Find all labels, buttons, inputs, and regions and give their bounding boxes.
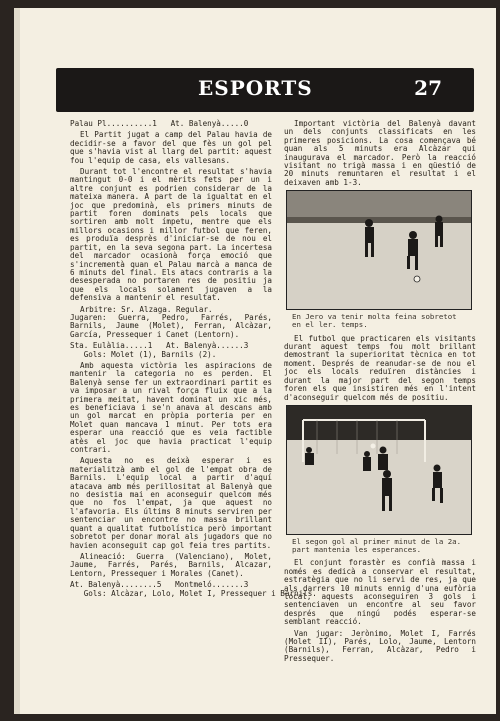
article-paragraph: Aquesta no es deixà esperar i es materialitzà amb el gol de l'empat obra de Barnils. L'equip local a partir d'aquí atacava amb més perillositat al Balenyà que no desistia mai en aconseguir quelcom més que no fos l'empat, ja que aquest no l'afavoria. Els últims 8 minuts serviren per sentenciar un encontre no massa brillant quant a qualitat futbolística però important sobretot per donar moral als jugadors que no havien aconseguit cap gol feia tres partits. [70,456,272,550]
football-match-photo-icon [286,190,472,310]
photo-caption-2: El segon gol al primer minut de la 2a. part mantenia les esperances. [292,536,462,555]
section-title: ESPORTS [198,76,313,100]
match-score-2: Sta. Eulàlia.....1 At. Balenyà......3 Gols: Molet (1), Barnils (2). [70,341,249,359]
left-column [70,119,317,601]
article-paragraph: Important victòria del Balenyà davant un dels conjunts classificats en les primeres posicions. La cosa començava bé quan als 5 minuts era Alcàzar qui inaugurava el marcador. Però la reacció visitant no trigà massa i en qüestió de 20 minuts remuntaren el resultat i el deixaven amb 1-3. [284,119,476,187]
goal-scene-photo-icon [286,405,472,535]
match-score-1: Palau Pl..........1 At. Balenyà.....0 [70,119,249,128]
article-paragraph: El conjunt forastèr es confià massa i només es dedicà a conservar el resultat, estratègia que no li servì de res, ja que als darrers 10 minuts ennig d'una eufòria local, aquests aconseguiren 3 gols i sentenciaven un encontre al seu favor després que ningú podés esperar-se semblant reacció. [284,558,476,627]
article-paragraph: Amb aquesta victòria les aspiracions de mantenir la categoria no es perden. El Balenyà sense fer un extraordinari partit es va imposar a un rival força fluix que a la primera meitat, havent dominat un xic més, es beneficiava i se'n anava al descans amb un gol marcat en pròpia porteria per en Molet quan mancava 1 minut. Per tots era esperar una reacció que es veia factible atès el joc que havia practicat l'equip contrari. [70,360,272,455]
article-paragraph: El Partit jugat a camp del Palau havia de decidir-se a favor del que fès un gol pel que s'havia vist al llarg del partit: aquest fou l'equip de casa, els vallesans. [70,130,272,165]
section-header [56,68,474,112]
match-score-3: At. Balenyà........5 Montmeló.......3 Gols: Alcàzar, Lolo, Molet I, Pressequer i Barnils. [70,580,317,598]
magazine-page [14,8,496,714]
photo-caption-1: En Jero va tenir molta feina sobretot en el ler. temps. [292,312,457,330]
article-paragraph: El futbol que practicaren els visitants durant aquest temps fou molt brillant demostrant la superioritat tècnica en tot moment. Després de reanudar-se de nou el joc els locals reduïren distàncies i durant la major part del segon temps foren els que insistiren més en l'intent d'aconseguir quelcom més de positiu. [284,333,476,402]
right-column [284,120,476,666]
match-lineup: Van jugar: Jerònimo, Molet I, Farrés (Molet II), Parés, Lolo, Jaume, Lentorn (Barnils), Ferran, Alcàzar, Pedro i Pressequer. [284,628,476,663]
match-lineup: Arbitre: Sr. Alzaga. Regular. Jugaren: Guerra, Pedro, Farrés, Parés, Barnils, Jaume (Molet), Ferran, Alcàzar, García, Pressequer i Canet (Lentorn). [70,304,272,339]
article-paragraph: Durant tot l'encontre el resultat s'havia mantingut 0-0 i el mèrits fets per un i altre conjunt es podrien considerar de la mateixa manera. A part de la igualtat en el joc que predominà, els primers minuts de partit foren dominats pels locals que sortiren amb molt ímpetu, mentre que els millors ocasions i millor futbol que feren, es produïa desprès d'iniciar-se de nou el partit, en la seva segona part. La incertesa del marcador ocasionà força emoció que s'incrementà quan el Palau marcà a manca de 6 minuts del final. Els atacs contraris a la desesperada no portaren res de positiu ja que els locals solament jugaven a la defensiva a mantenir el resultat. [70,167,272,303]
page-number: 27 [414,76,442,100]
match-lineup: Alineació: Guerra (Valenciano), Molet, Jaume, Farrés, Parés, Barnils, Alcazar, Lentorn, Pressequer i Morales (Canet). [70,551,272,578]
page-spine [14,8,20,714]
